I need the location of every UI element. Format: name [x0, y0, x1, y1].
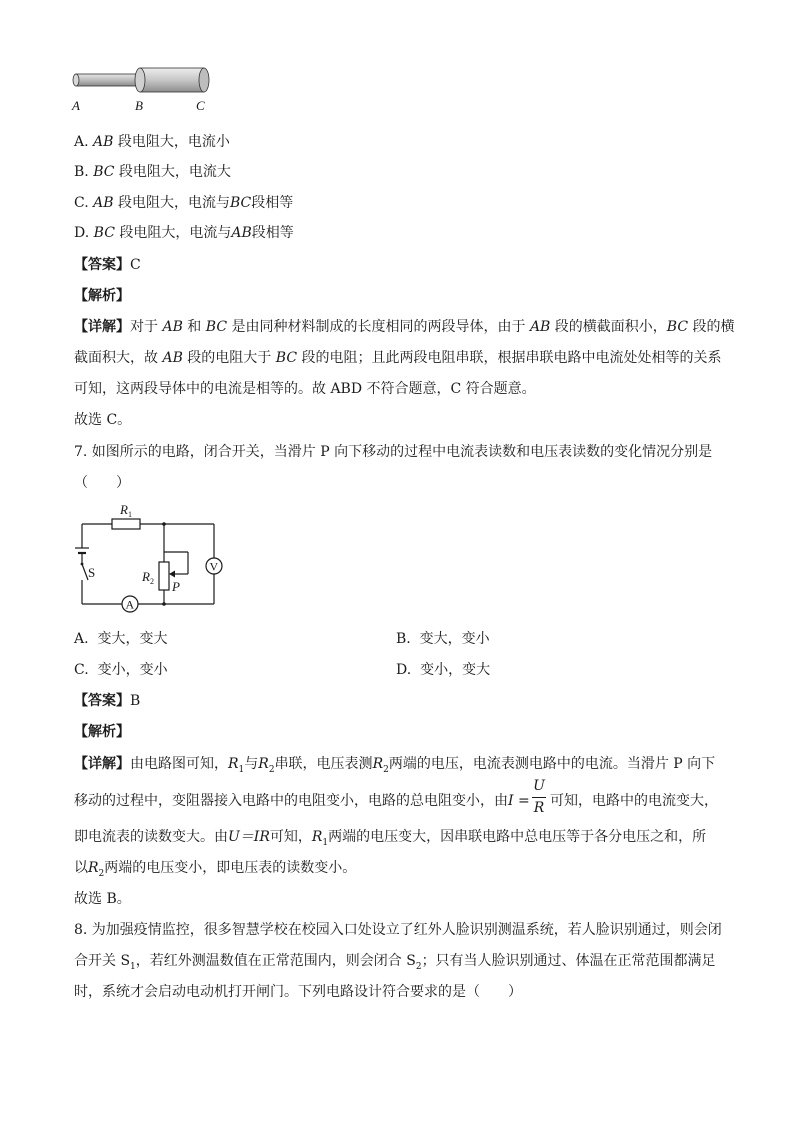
q8-line2: 合开关 $S_1$，若红外测温数值在正常范围内，则会闭合 $S_2$；只有当人脸识别通过、体温在正常范围都满足 [74, 953, 716, 972]
label-r1: $R_1$ [120, 502, 132, 519]
label-p: P [172, 579, 180, 594]
q6-option-c: C. AB 段电阻大，电流与BC段相等 [74, 195, 294, 211]
q7-option-a: A. 变大，变大 [74, 631, 168, 647]
label-b: B [135, 98, 143, 113]
q7-stem-line1: 7. 如图所示的电路，闭合开关，当滑片 P 向下移动的过程中电流表读数和电压表读数的变化情况分别是 [74, 444, 713, 460]
q7-detail-line3: 即电流表的读数变大。由U＝IR可知，$R_1$两端的电压变大，因串联电路中总电压等于各分电压之和，所 [74, 829, 707, 848]
q8-line1: 8. 为加强疫情监控，很多智慧学校在校园入口处设立了红外人脸识别测温系统，若人脸识别通过，则会闭 [74, 922, 722, 938]
q7-detail-line2: 移动的过程中，变阻器接入电路中的电阻变小，电路的总电阻变小，由 [74, 793, 508, 809]
slider-p-arrow [169, 571, 175, 578]
q7-option-b: B. 变大，变小 [396, 631, 490, 647]
q8-line3: 时，系统才会启动电动机打开闸门。下列电路设计符合要求的是（ ） [74, 984, 522, 1000]
q6-option-d: D. BC 段电阻大，电流与AB段相等 [74, 225, 294, 241]
q7-answer: 【答案】B [74, 693, 141, 709]
svg-text:A: A [125, 597, 135, 612]
q6-analysis-tag: 【解析】 [74, 288, 130, 304]
q7-detail-line4: 以$R_2$两端的电压变小，即电压表的读数变小。 [74, 860, 357, 879]
formula-lhs: I = [508, 793, 530, 809]
q7-conclusion: 故选 B。 [74, 891, 131, 907]
fraction-bar [532, 797, 546, 798]
label-s: S [88, 565, 96, 580]
q6-detail-line2: 截面积大，故 AB 段的电阻大于 BC 段的电阻；且此两段电阻串联，根据串联电路中电流处处相等的关系 [74, 350, 722, 366]
formula-denominator: R [533, 800, 545, 816]
q6-option-b: B. BC 段电阻大，电流大 [74, 164, 231, 180]
q7-detail-line1: 【详解】由电路图可知，$R_1$与$R_2$串联，电压表测$R_2$两端的电压，电流表测电路中的电流。当滑片 P 向下 [74, 756, 716, 775]
q7-stem-line2: （ ） [74, 475, 130, 491]
label-a: A [72, 98, 80, 113]
q7-option-d: D. 变小，变大 [396, 662, 491, 678]
rheostat-r2 [159, 562, 169, 590]
svg-text:V: V [209, 559, 219, 574]
q7-detail-line2b: 可知，电路中的电流变大， [550, 793, 718, 809]
thick-segment-bc [140, 68, 204, 92]
q6-conclusion: 故选 C。 [74, 412, 132, 428]
resistor-r1 [112, 519, 140, 529]
q7-option-c: C. 变小，变小 [74, 662, 168, 678]
label-c: C [196, 98, 205, 113]
circuit-diagram [70, 500, 230, 612]
conductor-figure [68, 64, 228, 114]
q6-detail-line3: 可知，这两段导体中的电流是相等的。故 ABD 不符合题意，C 符合题意。 [74, 381, 536, 397]
q7-analysis-tag: 【解析】 [74, 724, 130, 740]
formula-numerator: U [533, 778, 545, 794]
q6-option-a: A. AB 段电阻大，电流小 [74, 134, 230, 150]
q6-answer: 【答案】C [74, 257, 141, 273]
q6-detail-line1: 【详解】对于 AB 和 BC 是由同种材料制成的长度相同的两段导体，由于 AB 段的横截面积小，BC 段的横 [74, 319, 735, 335]
label-r2: $R_2$ [142, 569, 154, 586]
thin-segment-ab [76, 74, 140, 86]
